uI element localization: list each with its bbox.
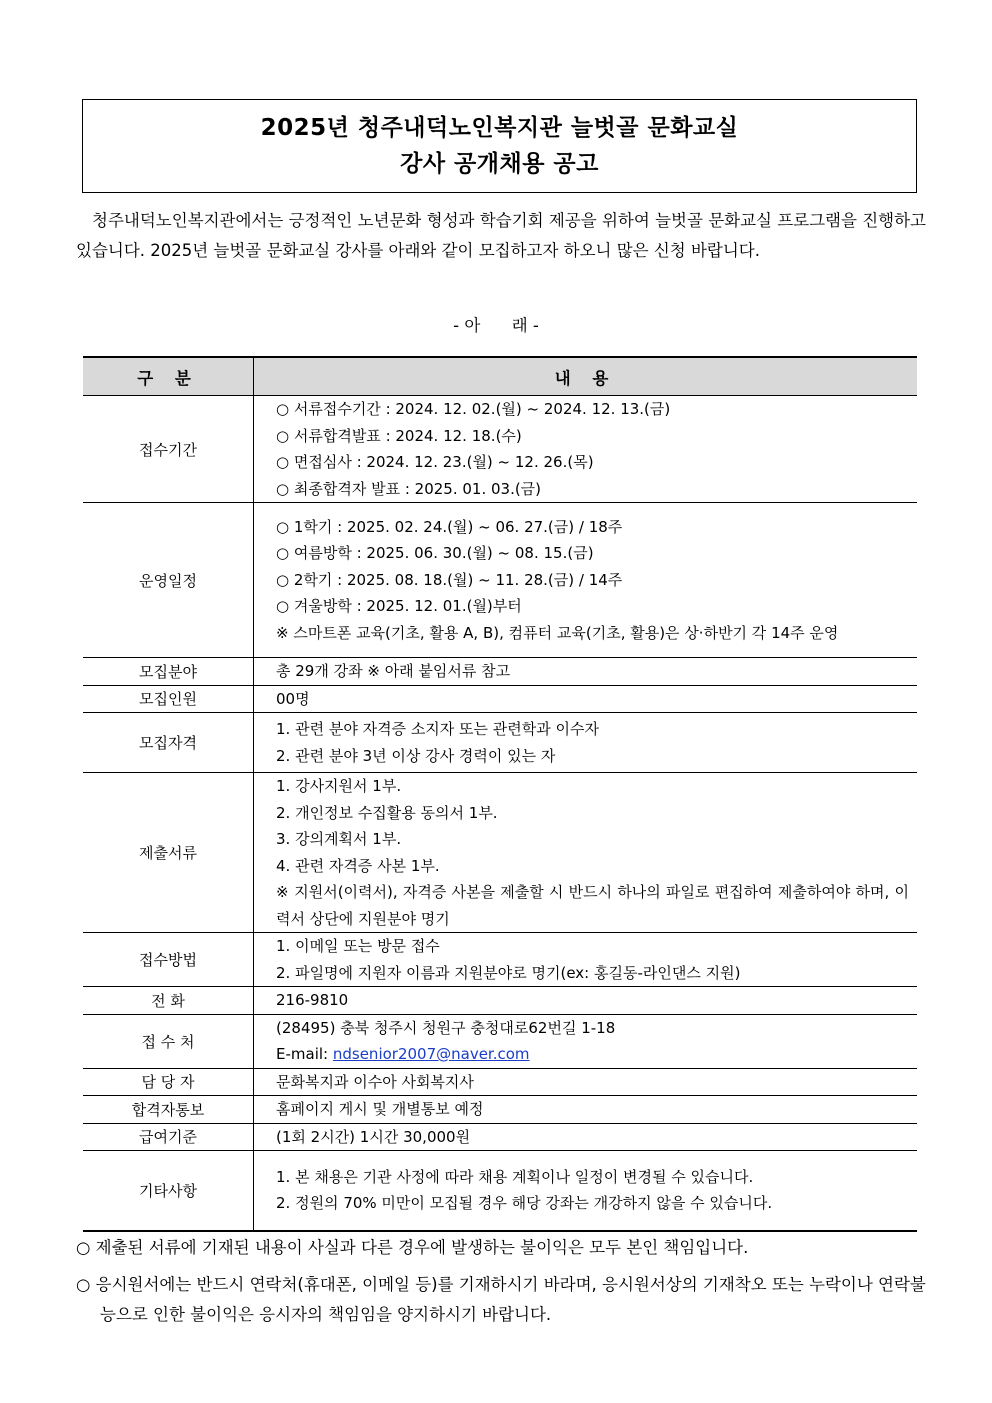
row-documents [83,773,917,933]
row-line: ○ 서류합격발표 : 2024. 12. 18.(수) [276,426,522,445]
row-line: ○ 서류접수기간 : 2024. 12. 02.(월) ~ 2024. 12. 13.(금) [276,400,671,418]
header-category: 구 분 [83,357,254,396]
header-content: 내 용 [254,357,918,396]
row-salary [83,1123,917,1151]
row-note: ※ 스마트폰 교육(기초, 활용 A, B), 컴퓨터 교육(기초, 활용)은 상·하반기 각 14주 운영 [276,623,839,642]
title-line-2: 강사 공개채용 공고 [400,151,599,177]
row-reception-period [83,396,917,503]
intro-paragraph: 청주내덕노인복지관에서는 긍정적인 노년문화 형성과 학습기회 제공을 위하여 늘벗골 문화교실 프로그램을 진행하고 있습니다. 2025년 늘벗골 문화교실 강사를 아래와 같이 모집하고자 하오니 많은 신청 바랍니다. [76,211,926,260]
recruitment-table [83,356,917,1232]
row-label: 운영일정 [83,503,254,658]
email-link[interactable]: ndsenior2007@naver.com [332,1045,530,1063]
address: (28495) 충북 청주시 청원구 충청대로62번길 1-18 [276,1018,616,1037]
row-line: 00명 [276,689,310,708]
row-line: 3. 강의계획서 1부. [276,830,402,848]
row-line: 2. 개인정보 수집활용 동의서 1부. [276,803,498,822]
row-line: 문화복지과 이수아 사회복지사 [276,1072,474,1091]
row-label: 담 당 자 [83,1068,254,1096]
row-line: ○ 여름방학 : 2025. 06. 30.(월) ~ 08. 15.(금) [276,544,594,563]
title-box [82,99,917,193]
row-label: 접 수 처 [83,1014,254,1068]
row-line: 4. 관련 자격증 사본 1부. [276,856,440,875]
row-etc [83,1151,917,1231]
row-line: 2. 정원의 70% 미만이 모집될 경우 해당 강좌는 개강하지 않을 수 있습니다. [276,1194,773,1213]
row-line: 총 29개 강좌 ※ 아래 붙임서류 참고 [276,662,511,680]
row-line: ○ 면접심사 : 2024. 12. 23.(월) ~ 12. 26.(목) [276,453,594,471]
row-line: 1. 강사지원서 1부. [276,777,402,795]
row-field [83,658,917,686]
row-line: 홈페이지 게시 및 개별통보 예정 [276,1100,484,1118]
row-label: 모집분야 [83,658,254,686]
row-line: ○ 최종합격자 발표 : 2025. 01. 03.(금) [276,479,542,498]
footer-notes [76,1233,936,1337]
email-label: E-mail: [276,1045,333,1063]
row-schedule [83,503,917,658]
row-notification [83,1096,917,1124]
center-mark: - 아 래 - [453,316,539,335]
row-label: 전 화 [83,987,254,1015]
row-note: ※ 지원서(이력서), 자격증 사본을 제출할 시 반드시 하나의 파일로 편집하여 제출하여야 하며, 이력서 상단에 지원분야 명기 [276,883,909,928]
row-line: 1. 이메일 또는 방문 접수 [276,937,440,955]
row-label: 급여기준 [83,1123,254,1151]
row-line: 2. 관련 분야 3년 이상 강사 경력이 있는 자 [276,746,556,765]
row-reception-place [83,1014,917,1068]
row-method [83,933,917,987]
row-label: 제출서류 [83,773,254,933]
row-headcount [83,685,917,713]
title-line-1: 2025년 청주내덕노인복지관 늘벗골 문화교실 [260,115,739,141]
row-label: 합격자통보 [83,1096,254,1124]
row-line: 1. 본 채용은 기관 사정에 따라 채용 계획이나 일정이 변경될 수 있습니다. [276,1167,754,1186]
row-phone [83,987,917,1015]
row-label: 접수기간 [83,396,254,503]
row-line: ○ 1학기 : 2025. 02. 24.(월) ~ 06. 27.(금) / 18주 [276,517,623,536]
row-label: 접수방법 [83,933,254,987]
row-line: 2. 파일명에 지원자 이름과 지원분야로 명기(ex: 홍길동-라인댄스 지원) [276,963,741,982]
row-qualification [83,713,917,773]
note-item: ○ 응시원서에는 반드시 연락처(휴대폰, 이메일 등)를 기재하시기 바라며, 응시원서상의 기재착오 또는 누락이나 연락불능으로 인한 불이익은 응시자의 책임임을 양지하시기 바랍니다. [76,1275,926,1324]
row-line: (1회 2시간) 1시간 30,000원 [276,1127,471,1146]
note-item: ○ 제출된 서류에 기재된 내용이 사실과 다른 경우에 발생하는 불이익은 모두 본인 책임입니다. [76,1238,749,1257]
row-label: 모집인원 [83,685,254,713]
row-manager [83,1068,917,1096]
row-line: ○ 2학기 : 2025. 08. 18.(월) ~ 11. 28.(금) / 14주 [276,570,623,589]
row-line: 1. 관련 분야 자격증 소지자 또는 관련학과 이수자 [276,720,599,738]
row-line: ○ 겨울방학 : 2025. 12. 01.(월)부터 [276,597,522,616]
phone-number: 216-9810 [276,991,349,1009]
row-label: 모집자격 [83,713,254,773]
row-label: 기타사항 [83,1151,254,1231]
